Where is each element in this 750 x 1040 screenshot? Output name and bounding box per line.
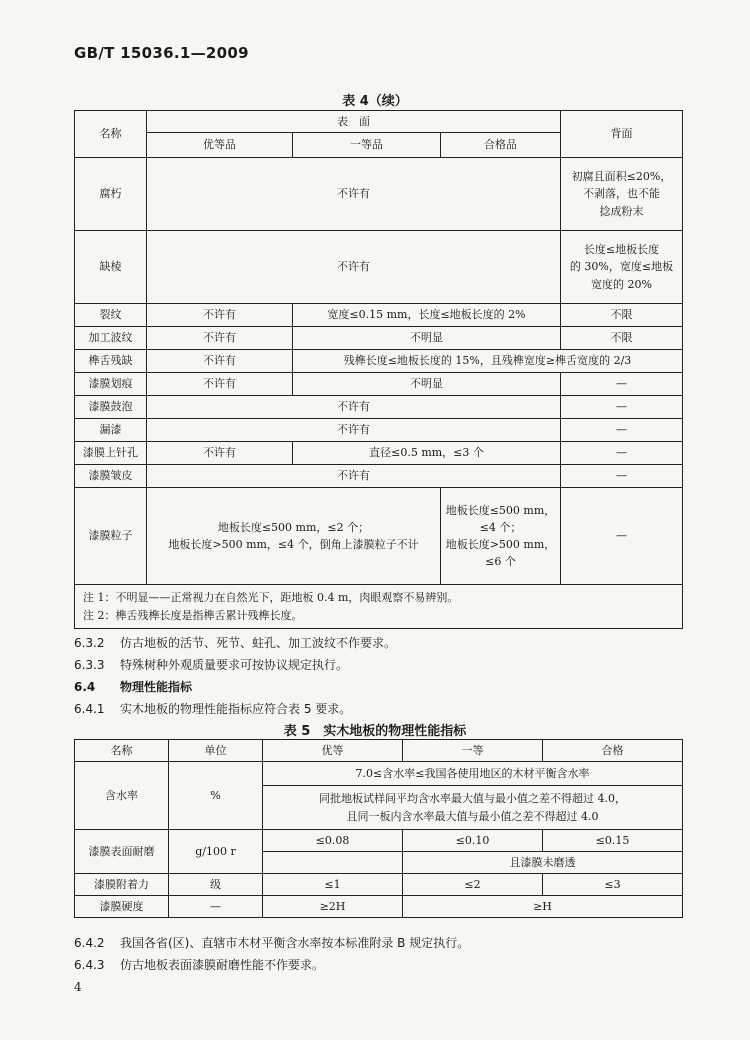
row-value: 不许有	[147, 419, 561, 442]
row-grade-1: ≥2H	[263, 896, 403, 918]
row-grade-line: 地板长度≤500 mm，≤2 个；	[217, 520, 370, 534]
row-value: 不许有	[147, 465, 561, 488]
clause-6-4-3	[74, 956, 324, 973]
row-name: 漏漆	[75, 419, 147, 442]
col-head-grade-1: 优等	[263, 740, 403, 762]
col-head-grade-1: 优等品	[147, 133, 293, 158]
table4-caption: 表 4（续）	[342, 94, 408, 109]
row-grade-2-3: 直径≤0.5 mm，≤3 个	[293, 442, 561, 465]
table-note: 注 2：榫舌残榫长度是指榫舌累计残榫长度。	[83, 608, 303, 622]
table5-physical-properties	[74, 739, 683, 918]
row-back: 不限	[561, 327, 683, 350]
moisture-difference	[263, 786, 683, 830]
row-name: 漆膜表面耐磨	[75, 830, 169, 874]
row-name: 漆膜划痕	[75, 373, 147, 396]
row-grade-2-3: 宽度≤0.15 mm，长度≤地板长度的 2%	[293, 304, 561, 327]
clause-number: 6.4.2	[74, 936, 105, 950]
row-grade-1: ≤0.08	[263, 830, 403, 852]
row-back: —	[561, 396, 683, 419]
clause-text: 特殊树种外观质量要求可按协议规定执行。	[120, 658, 349, 672]
col-head-grade-2: 一等	[403, 740, 543, 762]
table4-appearance-quality	[74, 110, 683, 629]
row-back-line: 的 30%，宽度≤地板	[569, 260, 674, 274]
row-back	[561, 158, 683, 231]
clause-6-4-1	[74, 700, 351, 717]
row-name: 漆膜上针孔	[75, 442, 147, 465]
row-grade-line: ≤6 个	[485, 555, 516, 569]
row-back	[561, 231, 683, 304]
moisture-line: 且同一板内含水率最大值与最小值之差不得超过 4.0	[346, 809, 599, 823]
row-grade-2: ≤2	[403, 874, 543, 896]
table5-caption: 表 5 实木地板的物理性能指标	[283, 724, 467, 739]
row-name: 榫舌残缺	[75, 350, 147, 373]
col-head-grade-3: 合格品	[441, 133, 561, 158]
row-back: —	[561, 465, 683, 488]
table4-notes	[75, 585, 683, 629]
row-grade-line: 地板长度>500 mm，	[445, 538, 556, 551]
row-value: 不许有	[147, 396, 561, 419]
standard-code-header: GB/T 15036.1—2009	[74, 44, 249, 62]
row-back: —	[561, 373, 683, 396]
row-grade-1: 不许有	[147, 442, 293, 465]
row-value: 不许有	[147, 158, 561, 231]
row-grade-2-3: 不明显	[293, 373, 561, 396]
row-grade-1: 不许有	[147, 327, 293, 350]
row-back-line: 初腐且面积≤20%，	[571, 170, 672, 184]
row-back: —	[561, 442, 683, 465]
row-back: —	[561, 419, 683, 442]
row-name: 漆膜附着力	[75, 874, 169, 896]
row-name: 缺棱	[75, 231, 147, 304]
abrasion-note: 且漆膜未磨透	[403, 852, 683, 874]
col-head-grade-3: 合格	[543, 740, 683, 762]
row-name: 含水率	[75, 762, 169, 830]
row-unit: —	[169, 896, 263, 918]
row-grade-line: ≤4 个；	[479, 520, 522, 534]
row-grade-line: 地板长度>500 mm，≤4 个，倒角上漆膜粒子不计	[168, 538, 419, 551]
clause-6-4-heading	[74, 678, 192, 695]
col-head-back: 背面	[561, 111, 683, 158]
row-name: 加工波纹	[75, 327, 147, 350]
row-back: —	[561, 488, 683, 585]
row-back-line: 捻成粉末	[599, 204, 644, 218]
clause-number: 6.4.3	[74, 958, 105, 972]
row-grade-3	[441, 488, 561, 585]
clause-text: 仿古地板的活节、死节、蛀孔、加工波纹不作要求。	[120, 636, 397, 650]
clause-number: 6.3.3	[74, 658, 105, 672]
row-unit: 级	[169, 874, 263, 896]
row-back-line: 长度≤地板长度	[583, 243, 660, 257]
row-grade-2: ≤0.10	[403, 830, 543, 852]
row-back-line: 不剥落，也不能	[583, 187, 660, 201]
row-name: 漆膜硬度	[75, 896, 169, 918]
clause-text: 实木地板的物理性能指标应符合表 5 要求。	[120, 702, 352, 716]
row-grade-1-2	[147, 488, 441, 585]
moisture-line: 同批地板试样间平均含水率最大值与最小值之差不得超过 4.0，	[319, 792, 626, 806]
row-grade-2-3: 不明显	[293, 327, 561, 350]
row-name: 漆膜粒子	[75, 488, 147, 585]
clause-6-4-2	[74, 934, 469, 951]
row-grade-line: 地板长度≤500 mm，	[445, 503, 556, 517]
clause-6-3-3	[74, 656, 348, 673]
row-value: 不许有	[147, 231, 561, 304]
col-head-surface: 表 面	[147, 111, 561, 133]
row-name: 腐朽	[75, 158, 147, 231]
row-grade-1: 不许有	[147, 373, 293, 396]
table-note: 注 1：不明显——正常视力在自然光下，距地板 0.4 m，肉眼观察不易辨别。	[83, 591, 459, 605]
row-grade-1: 不许有	[147, 350, 293, 373]
clause-text: 我国各省(区)、直辖市木材平衡含水率按本标准附录 B 规定执行。	[120, 936, 470, 950]
moisture-range: 7.0≤含水率≤我国各使用地区的木材平衡含水率	[263, 762, 683, 786]
clause-number: 6.3.2	[74, 636, 105, 650]
row-back-line: 宽度的 20%	[591, 277, 652, 291]
col-head-name: 名称	[75, 740, 169, 762]
clause-number: 6.4.1	[74, 702, 105, 716]
row-grade-3: ≤3	[543, 874, 683, 896]
row-grade-2-3: ≥H	[403, 896, 683, 918]
col-head-grade-2: 一等品	[293, 133, 441, 158]
row-unit: %	[169, 762, 263, 830]
clause-text: 物理性能指标	[120, 680, 193, 694]
clause-6-3-2	[74, 634, 396, 651]
col-head-unit: 单位	[169, 740, 263, 762]
row-grade-1: 不许有	[147, 304, 293, 327]
row-back: 不限	[561, 304, 683, 327]
row-unit: g/100 r	[169, 830, 263, 874]
page-number: 4	[74, 980, 82, 994]
row-name: 漆膜鼓泡	[75, 396, 147, 419]
col-head-name: 名称	[75, 111, 147, 158]
row-grade-1: ≤1	[263, 874, 403, 896]
row-name: 漆膜皱皮	[75, 465, 147, 488]
clause-number: 6.4	[74, 680, 96, 694]
row-grade-2-3-back: 残榫长度≤地板长度的 15%，且残榫宽度≥榫舌宽度的 2/3	[293, 350, 683, 373]
row-grade-3: ≤0.15	[543, 830, 683, 852]
row-grade-blank	[263, 852, 403, 874]
clause-text: 仿古地板表面漆膜耐磨性能不作要求。	[120, 958, 325, 972]
row-name: 裂纹	[75, 304, 147, 327]
